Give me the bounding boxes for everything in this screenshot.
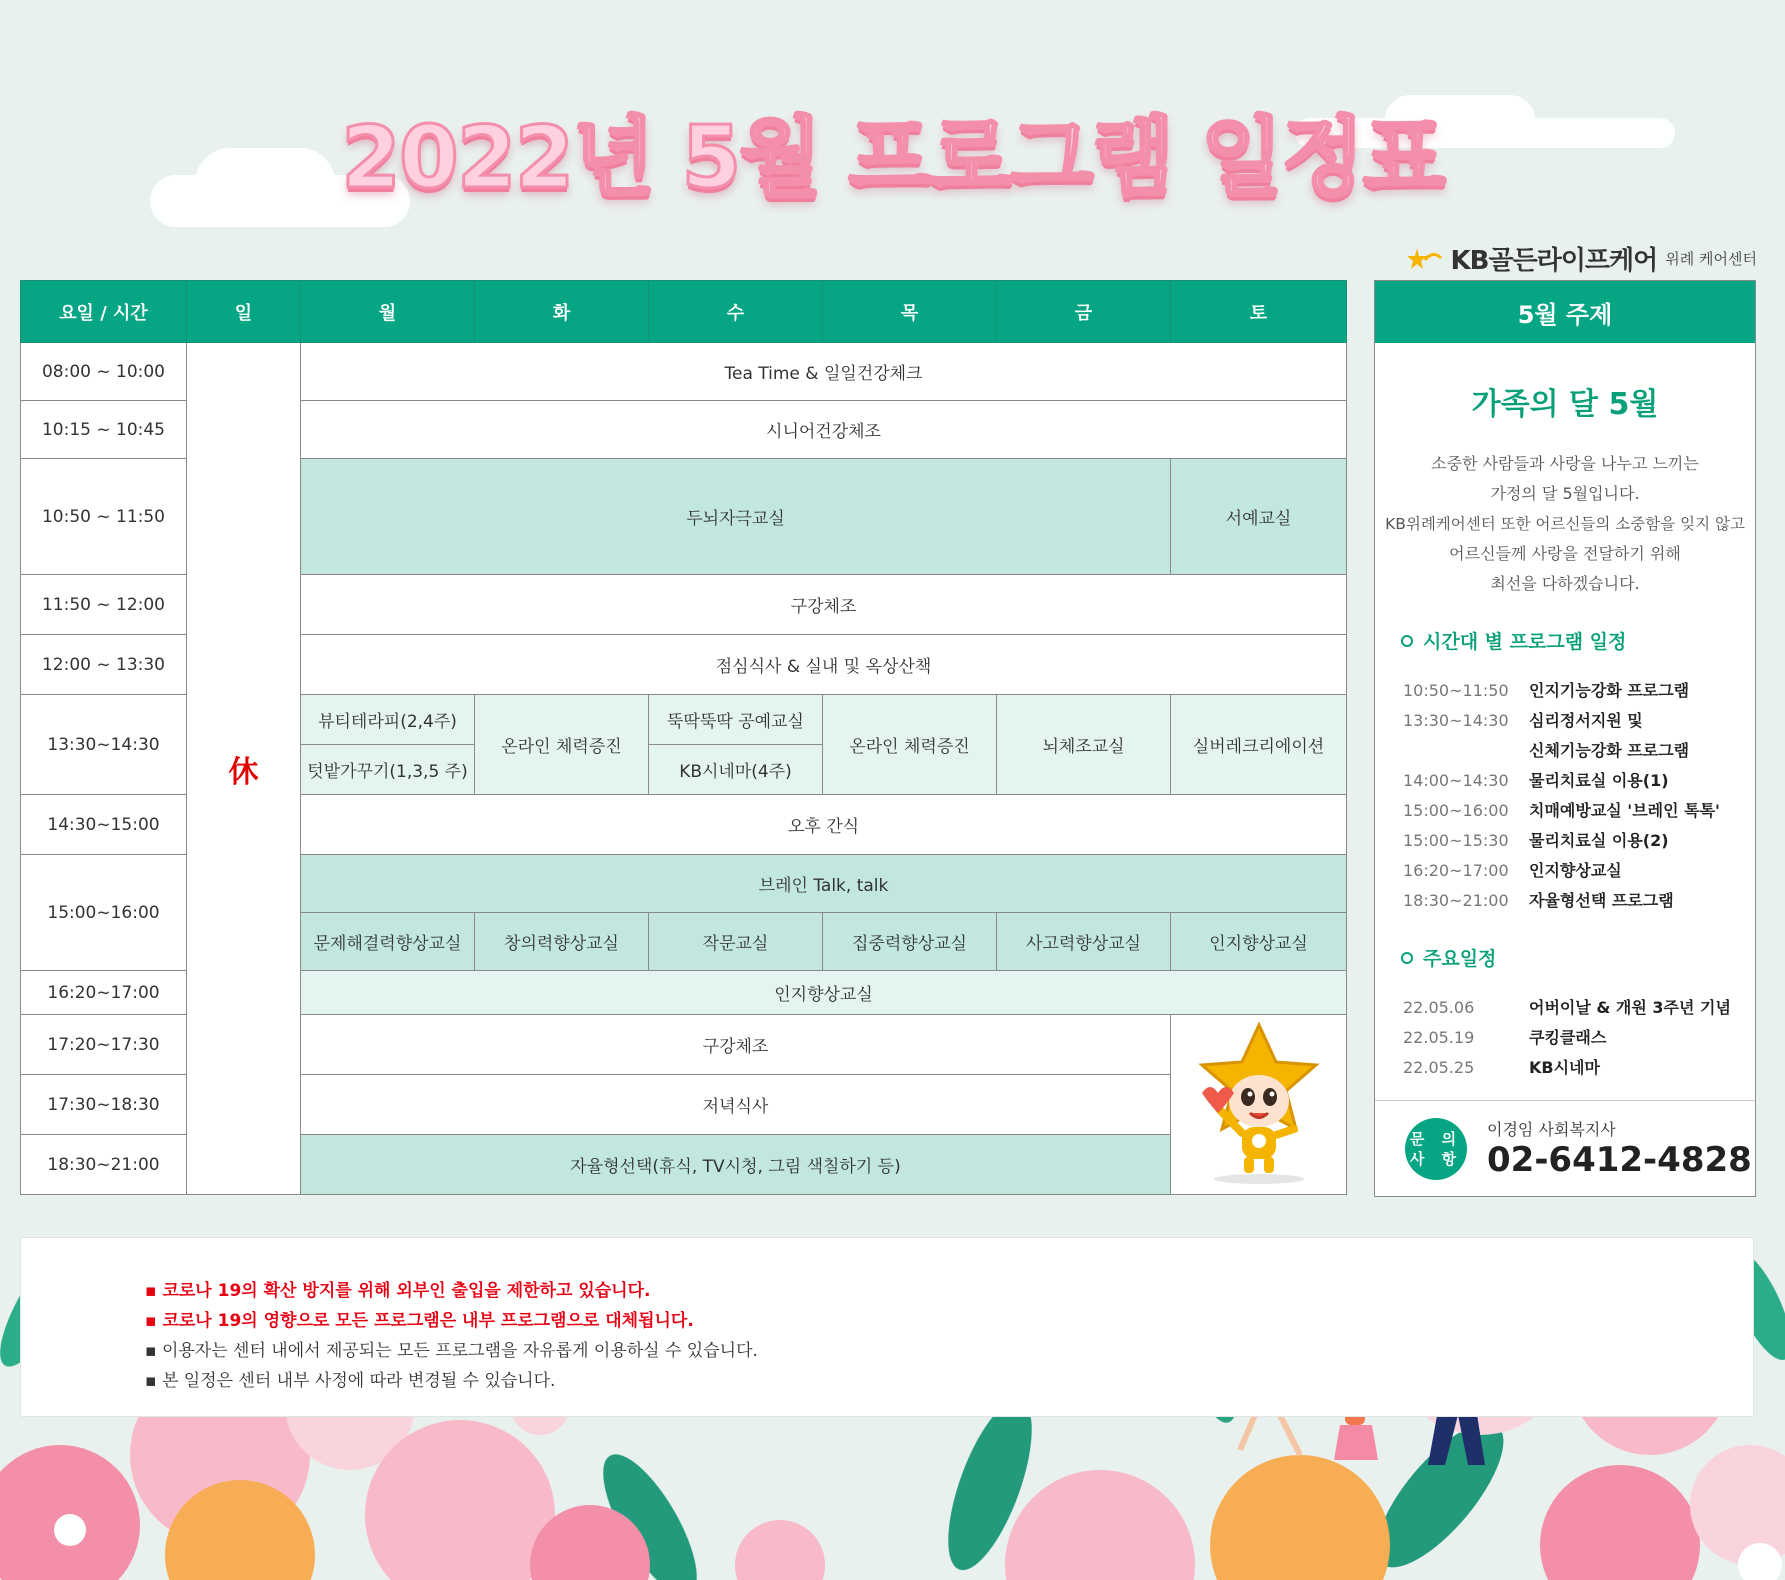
event-date: 22.05.25 — [1403, 1058, 1475, 1077]
program-list — [1403, 676, 1755, 916]
program-cell: 창의력향상교실 — [475, 913, 649, 971]
ring-icon — [1401, 635, 1413, 647]
notice-item: ▪ 코로나 19의 영향으로 모든 프로그램은 내부 프로그램으로 대체됩니다. — [145, 1306, 1753, 1336]
header-time: 요일 / 시간 — [21, 281, 187, 343]
desc-line: 어르신들께 사랑을 전달하기 위해 — [1449, 544, 1681, 563]
mascot-cell — [1171, 1015, 1347, 1195]
table-header-row — [21, 281, 1347, 343]
contact-name: 이경임 사회복지사 — [1487, 1120, 1616, 1139]
item-time — [1403, 736, 1529, 766]
item-time: 10:50~11:50 — [1403, 681, 1509, 700]
list-item — [1403, 766, 1755, 796]
badge-line: 사 항 — [1409, 1149, 1463, 1168]
program-cell: 작문교실 — [649, 913, 823, 971]
contact-phone: 02-6412-4828 — [1487, 1140, 1752, 1180]
contact-box — [1375, 1100, 1755, 1196]
program-cell: 오후 간식 — [301, 795, 1347, 855]
program-cell: 자율형선택(휴식, TV시청, 그림 색칠하기 등) — [301, 1135, 1171, 1195]
header-fri: 금 — [997, 281, 1171, 343]
event-name: KB시네마 — [1529, 1058, 1600, 1077]
program-cell: 뚝딱뚝딱 공예교실 — [649, 695, 823, 745]
time-cell: 18:30~21:00 — [21, 1135, 187, 1195]
item-name: 신체기능강화 프로그램 — [1529, 741, 1690, 760]
item-time: 15:00~16:00 — [1403, 801, 1509, 820]
notice-item: ▪ 코로나 19의 확산 방지를 위해 외부인 출입을 제한하고 있습니다. — [145, 1276, 1753, 1306]
event-name: 어버이날 & 개원 3주년 기념 — [1529, 998, 1731, 1017]
list-item — [1403, 706, 1755, 736]
item-name: 인지향상교실 — [1529, 861, 1622, 880]
program-schedule-heading — [1401, 627, 1755, 654]
time-cell: 17:30~18:30 — [21, 1075, 187, 1135]
event-name: 쿠킹클래스 — [1529, 1028, 1607, 1047]
item-time: 16:20~17:00 — [1403, 861, 1509, 880]
program-cell: 브레인 Talk, talk — [301, 855, 1347, 913]
table-row — [21, 343, 1347, 401]
program-cell: 온라인 체력증진 — [475, 695, 649, 795]
badge-line: 문 의 — [1409, 1129, 1463, 1148]
kb-star-icon — [1403, 246, 1443, 272]
time-cell: 11:50 ~ 12:00 — [21, 575, 187, 635]
program-cell: 집중력향상교실 — [823, 913, 997, 971]
desc-line: 가정의 달 5월입니다. — [1490, 484, 1640, 503]
item-name: 심리정서지원 및 — [1529, 711, 1643, 730]
theme-title: 가족의 달 5월 — [1471, 387, 1659, 422]
program-cell: KB시네마(4주) — [649, 745, 823, 795]
program-cell: 구강체조 — [301, 1015, 1171, 1075]
item-time: 14:00~14:30 — [1403, 771, 1509, 790]
item-time: 18:30~21:00 — [1403, 891, 1509, 910]
time-cell: 16:20~17:00 — [21, 971, 187, 1015]
time-cell: 12:00 ~ 13:30 — [21, 635, 187, 695]
time-cell: 17:20~17:30 — [21, 1015, 187, 1075]
program-cell: 점심식사 & 실내 및 옥상산책 — [301, 635, 1347, 695]
event-list — [1403, 993, 1755, 1083]
notice-item: ▪ 본 일정은 센터 내부 사정에 따라 변경될 수 있습니다. — [145, 1366, 1753, 1396]
events-heading — [1401, 944, 1755, 971]
header-wed: 수 — [649, 281, 823, 343]
program-cell: 실버레크리에이션 — [1171, 695, 1347, 795]
header-tue: 화 — [475, 281, 649, 343]
item-name: 치매예방교실 '브레인 톡톡' — [1529, 801, 1720, 820]
event-date: 22.05.19 — [1403, 1028, 1475, 1047]
header-sun: 일 — [187, 281, 301, 343]
item-name: 자율형선택 프로그램 — [1529, 891, 1674, 910]
sunday-closed: 休 — [187, 343, 301, 1195]
program-cell: 뇌체조교실 — [997, 695, 1171, 795]
time-cell: 15:00~16:00 — [21, 855, 187, 971]
program-cell: 사고력향상교실 — [997, 913, 1171, 971]
ring-icon — [1401, 952, 1413, 964]
desc-line: KB위례케어센터 또한 어르신들의 소중함을 잊지 않고 — [1385, 515, 1745, 533]
program-cell: 시니어건강체조 — [301, 401, 1347, 459]
program-cell: 두뇌자극교실 — [301, 459, 1171, 575]
program-cell: 인지향상교실 — [1171, 913, 1347, 971]
program-cell: 구강체조 — [301, 575, 1347, 635]
program-cell: 문제해결력향상교실 — [301, 913, 475, 971]
list-item — [1403, 886, 1755, 916]
theme-description — [1375, 449, 1755, 599]
item-time: 13:30~14:30 — [1403, 711, 1509, 730]
program-cell: 텃밭가꾸기(1,3,5 주) — [301, 745, 475, 795]
program-cell: 온라인 체력증진 — [823, 695, 997, 795]
list-item — [1403, 796, 1755, 826]
list-item — [1403, 826, 1755, 856]
program-cell: 인지향상교실 — [301, 971, 1347, 1015]
brand-name: KB골든라이프케어 — [1450, 246, 1658, 276]
section-title: 주요일정 — [1423, 948, 1497, 970]
time-cell: 08:00 ~ 10:00 — [21, 343, 187, 401]
theme-header: 5월 주제 — [1375, 281, 1755, 343]
time-cell: 14:30~15:00 — [21, 795, 187, 855]
program-cell: Tea Time & 일일건강체크 — [301, 343, 1347, 401]
list-item — [1403, 736, 1755, 766]
notice-item: ▪ 이용자는 센터 내에서 제공되는 모든 프로그램을 자유롭게 이용하실 수 있습니다. — [145, 1336, 1753, 1366]
list-item — [1403, 856, 1755, 886]
time-cell: 10:50 ~ 11:50 — [21, 459, 187, 575]
event-date: 22.05.06 — [1403, 998, 1475, 1017]
page-title: 2022년 5월 프로그램 일정표 — [341, 108, 1444, 208]
theme-panel — [1374, 280, 1756, 1197]
item-name: 인지기능강화 프로그램 — [1529, 681, 1690, 700]
brand-logo — [1403, 240, 1758, 277]
star-mascot-illustration — [1184, 1017, 1334, 1187]
schedule-table — [20, 280, 1347, 1195]
list-item — [1403, 676, 1755, 706]
item-name: 물리치료실 이용(2) — [1529, 831, 1669, 850]
list-item — [1403, 993, 1755, 1023]
brand-sub: 위례 케어센터 — [1665, 250, 1757, 268]
notice-box — [20, 1237, 1754, 1417]
program-cell: 서예교실 — [1171, 459, 1347, 575]
program-cell: 저녁식사 — [301, 1075, 1171, 1135]
section-title: 시간대 별 프로그램 일정 — [1423, 631, 1627, 653]
item-time: 15:00~15:30 — [1403, 831, 1509, 850]
desc-line: 최선을 다하겠습니다. — [1490, 574, 1640, 593]
time-cell: 10:15 ~ 10:45 — [21, 401, 187, 459]
header-thu: 목 — [823, 281, 997, 343]
time-cell: 13:30~14:30 — [21, 695, 187, 795]
desc-line: 소중한 사람들과 사랑을 나누고 느끼는 — [1431, 454, 1699, 473]
list-item — [1403, 1023, 1755, 1053]
header-mon: 월 — [301, 281, 475, 343]
list-item — [1403, 1053, 1755, 1083]
header-sat: 토 — [1171, 281, 1347, 343]
contact-badge — [1405, 1118, 1467, 1180]
program-cell: 뷰티테라피(2,4주) — [301, 695, 475, 745]
item-name: 물리치료실 이용(1) — [1529, 771, 1669, 790]
